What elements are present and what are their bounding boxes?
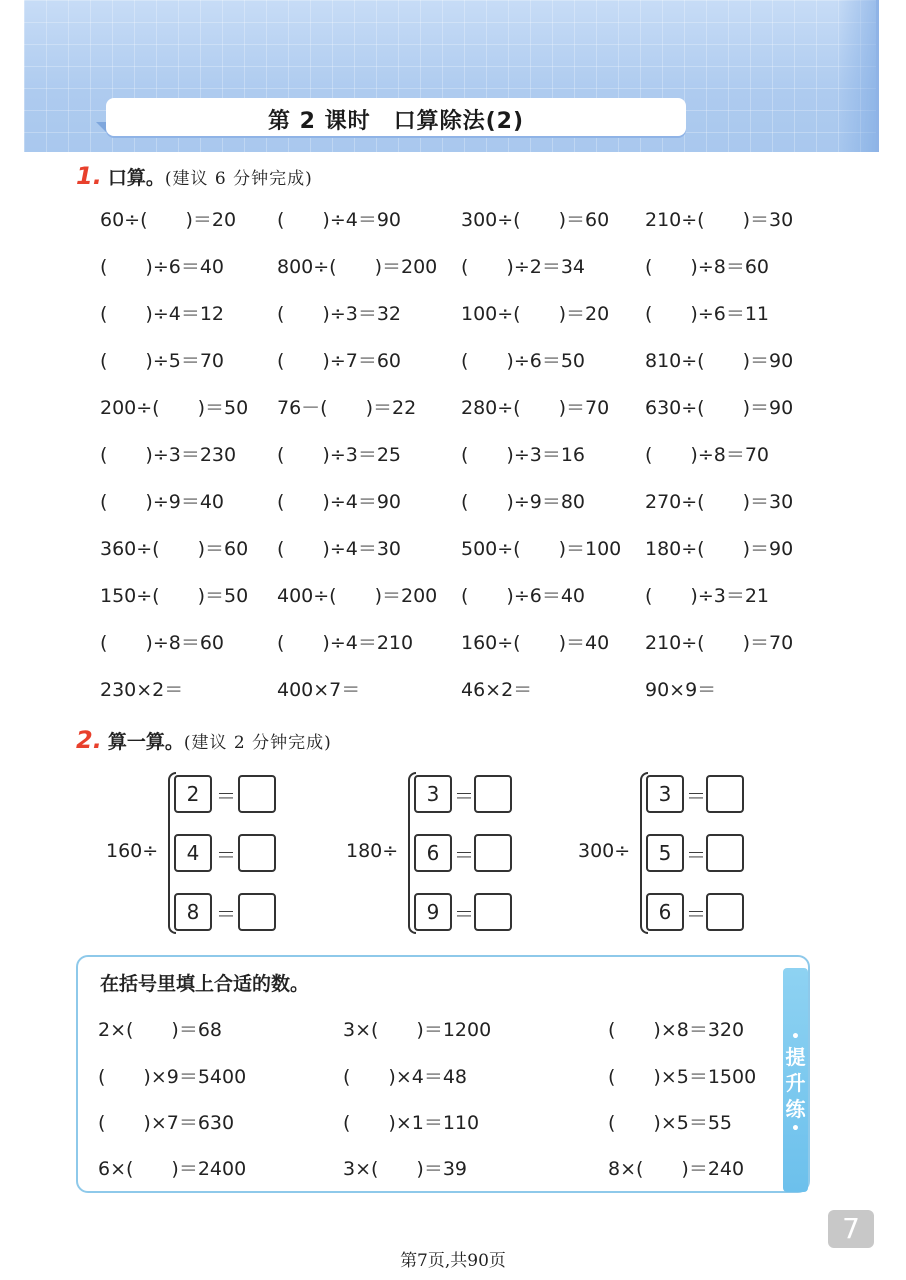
practice-item[interactable]: ( )×9＝5400	[98, 1066, 247, 1088]
calc-item[interactable]: ( )÷8＝60	[645, 256, 770, 278]
calc-item[interactable]: ( )÷4＝12	[100, 303, 225, 325]
divisor-box: 2	[174, 775, 212, 813]
calc-item[interactable]: 46×2＝	[461, 679, 533, 701]
answer-box[interactable]	[706, 775, 744, 813]
equals-sign: ＝	[454, 843, 474, 867]
calc-item[interactable]: 90×9＝	[645, 679, 717, 701]
calc-item[interactable]: 76－( )＝22	[277, 397, 417, 419]
practice-item[interactable]: 6×( )＝2400	[98, 1158, 247, 1180]
answer-box[interactable]	[238, 834, 276, 872]
calc-item[interactable]: ( )÷4＝30	[277, 538, 402, 560]
calc-row	[100, 252, 820, 282]
calc-row	[100, 534, 820, 564]
dividend-label: 300÷	[578, 840, 631, 862]
calc-item[interactable]: ( )÷8＝70	[645, 444, 770, 466]
calc-item[interactable]: ( )÷3＝230	[100, 444, 237, 466]
practice-item[interactable]: 8×( )＝240	[608, 1158, 745, 1180]
calc-item[interactable]: 210÷( )＝30	[645, 209, 794, 231]
dividend-label: 160÷	[106, 840, 159, 862]
answer-box[interactable]	[474, 834, 512, 872]
answer-box[interactable]	[238, 893, 276, 931]
calc-row	[100, 628, 820, 658]
calc-item[interactable]: ( )÷8＝60	[100, 632, 225, 654]
page-footer: 第7页,共90页	[400, 1251, 506, 1271]
practice-title: 在括号里填上合适的数。	[100, 973, 310, 995]
section2-number: 2.	[76, 726, 102, 754]
calc-item[interactable]: ( )÷6＝40	[100, 256, 225, 278]
section2-title: 算一算。	[107, 731, 184, 753]
calc-item[interactable]: ( )÷3＝25	[277, 444, 402, 466]
divisor-box: 6	[414, 834, 452, 872]
calc-item[interactable]: ( )÷5＝70	[100, 350, 225, 372]
side-char: 升	[785, 1071, 806, 1095]
header-band	[24, 0, 879, 152]
practice-item[interactable]: ( )×5＝55	[608, 1112, 733, 1134]
calc-item[interactable]: 300÷( )＝60	[461, 209, 610, 231]
page-number-badge: 7	[828, 1210, 874, 1248]
equals-sign: ＝	[216, 843, 236, 867]
side-dot: •	[791, 1029, 800, 1045]
calc-row	[100, 487, 820, 517]
practice-row	[98, 1108, 818, 1138]
practice-item[interactable]: 3×( )＝39	[343, 1158, 468, 1180]
side-tab-practice	[783, 968, 808, 1192]
calc-item[interactable]: ( )÷4＝90	[277, 491, 402, 513]
divisor-box: 6	[646, 893, 684, 931]
divisor-box: 9	[414, 893, 452, 931]
calc-item[interactable]: ( )÷9＝80	[461, 491, 586, 513]
calc-item[interactable]: ( )÷6＝40	[461, 585, 586, 607]
calc-item[interactable]: ( )÷3＝16	[461, 444, 586, 466]
equals-sign: ＝	[686, 784, 706, 808]
calc-item[interactable]: 800÷( )＝200	[277, 256, 438, 278]
header-edge	[836, 0, 876, 152]
practice-item[interactable]: ( )×8＝320	[608, 1019, 745, 1041]
divisor-box: 5	[646, 834, 684, 872]
section1-number: 1.	[76, 162, 102, 190]
practice-row	[98, 1062, 818, 1092]
calc-item[interactable]: 400÷( )＝200	[277, 585, 438, 607]
calc-item[interactable]: 60÷( )＝20	[100, 209, 237, 231]
calc-item[interactable]: 500÷( )＝100	[461, 538, 622, 560]
calc-row	[100, 440, 820, 470]
calc-item[interactable]: 160÷( )＝40	[461, 632, 610, 654]
calc-item[interactable]: 280÷( )＝70	[461, 397, 610, 419]
calc-item[interactable]: 200÷( )＝50	[100, 397, 249, 419]
dividend-label: 180÷	[346, 840, 399, 862]
calc-item[interactable]: ( )÷7＝60	[277, 350, 402, 372]
calc-item[interactable]: ( )÷6＝11	[645, 303, 770, 325]
answer-box[interactable]	[706, 834, 744, 872]
calc-item[interactable]: 210÷( )＝70	[645, 632, 794, 654]
calc-row	[100, 393, 820, 423]
divisor-box: 8	[174, 893, 212, 931]
divisor-box: 4	[174, 834, 212, 872]
answer-box[interactable]	[474, 775, 512, 813]
practice-item[interactable]: 3×( )＝1200	[343, 1019, 492, 1041]
answer-box[interactable]	[706, 893, 744, 931]
equals-sign: ＝	[454, 784, 474, 808]
calc-item[interactable]: ( )÷6＝50	[461, 350, 586, 372]
practice-item[interactable]: ( )×4＝48	[343, 1066, 468, 1088]
calc-item[interactable]: ( )÷9＝40	[100, 491, 225, 513]
calc-item[interactable]: 230×2＝	[100, 679, 184, 701]
practice-row	[98, 1154, 818, 1184]
practice-item[interactable]: ( )×1＝110	[343, 1112, 480, 1134]
calc-item[interactable]: ( )÷2＝34	[461, 256, 586, 278]
lesson-title-banner	[106, 98, 686, 136]
lesson-title: 第 2 课时 口算除法(2)	[267, 109, 525, 134]
answer-box[interactable]	[474, 893, 512, 931]
practice-item[interactable]: ( )×5＝1500	[608, 1066, 757, 1088]
section1-heading	[76, 162, 313, 190]
equals-sign: ＝	[216, 902, 236, 926]
section2-note: (建议 2 分钟完成)	[183, 733, 332, 753]
calc-item[interactable]: ( )÷3＝21	[645, 585, 770, 607]
calc-item[interactable]: ( )÷4＝210	[277, 632, 414, 654]
practice-item[interactable]: 2×( )＝68	[98, 1019, 223, 1041]
side-char: 提	[785, 1045, 806, 1069]
calc-row	[100, 675, 820, 705]
calc-item[interactable]: 150÷( )＝50	[100, 585, 249, 607]
answer-box[interactable]	[238, 775, 276, 813]
practice-row	[98, 1015, 818, 1045]
equals-sign: ＝	[686, 843, 706, 867]
section1-title: 口算。	[107, 167, 165, 189]
calc-item[interactable]: 100÷( )＝20	[461, 303, 610, 325]
side-char: 练	[785, 1097, 806, 1121]
calc-item[interactable]: 270÷( )＝30	[645, 491, 794, 513]
divisor-box: 3	[414, 775, 452, 813]
calc-item[interactable]: 180÷( )＝90	[645, 538, 794, 560]
calc-item[interactable]: 360÷( )＝60	[100, 538, 249, 560]
side-tab-label	[783, 1030, 808, 1136]
side-dot: •	[791, 1121, 800, 1137]
calc-item[interactable]: ( )÷3＝32	[277, 303, 402, 325]
equals-sign: ＝	[686, 902, 706, 926]
calc-row	[100, 581, 820, 611]
calc-item[interactable]: 810÷( )＝90	[645, 350, 794, 372]
section2-heading	[76, 726, 332, 754]
calc-row	[100, 346, 820, 376]
divisor-box: 3	[646, 775, 684, 813]
equals-sign: ＝	[216, 784, 236, 808]
calc-row	[100, 205, 820, 235]
calc-item[interactable]: ( )÷4＝90	[277, 209, 402, 231]
calc-row	[100, 299, 820, 329]
section1-note: (建议 6 分钟完成)	[164, 169, 313, 189]
practice-panel	[76, 955, 810, 1193]
equals-sign: ＝	[454, 902, 474, 926]
calc-item[interactable]: 630÷( )＝90	[645, 397, 794, 419]
calc-item[interactable]: 400×7＝	[277, 679, 361, 701]
practice-item[interactable]: ( )×7＝630	[98, 1112, 235, 1134]
